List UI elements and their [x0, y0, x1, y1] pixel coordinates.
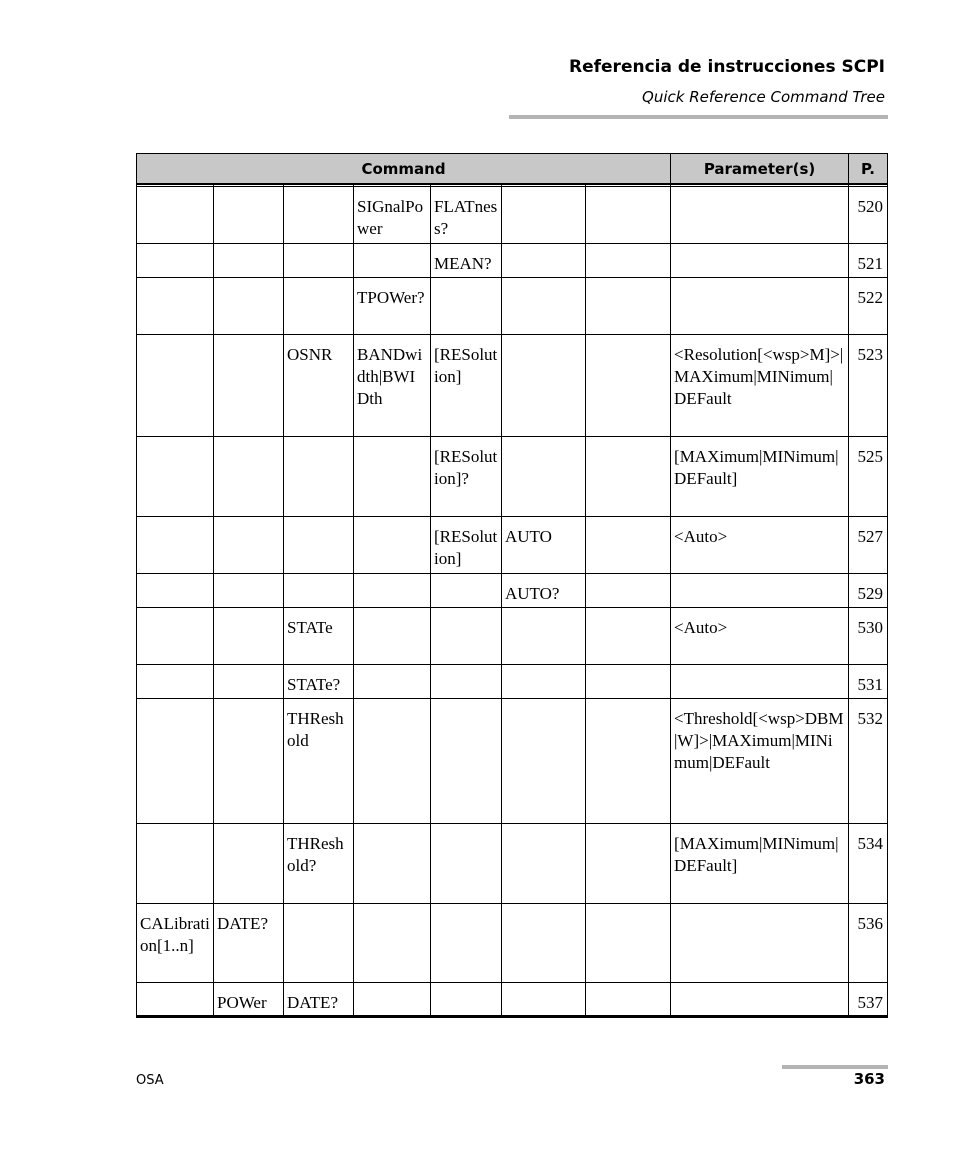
command-cell — [137, 573, 214, 607]
command-cell: MEAN? — [431, 243, 502, 277]
command-cell — [431, 982, 502, 1016]
command-cell: POWer — [214, 982, 284, 1016]
page-cell: 532 — [849, 698, 888, 823]
command-cell — [354, 243, 431, 277]
command-cell — [502, 903, 586, 982]
page-number: 363 — [853, 1070, 885, 1088]
command-cell — [502, 823, 586, 903]
footer-rule — [782, 1065, 888, 1069]
command-cell — [284, 903, 354, 982]
command-cell: [RESolution]? — [431, 436, 502, 516]
command-cell — [502, 698, 586, 823]
command-cell — [137, 516, 214, 573]
command-cell — [284, 573, 354, 607]
table-header-row — [137, 154, 888, 185]
command-cell — [586, 277, 671, 334]
command-cell — [284, 277, 354, 334]
command-cell — [137, 243, 214, 277]
command-cell — [431, 903, 502, 982]
page-cell: 529 — [849, 573, 888, 607]
command-cell — [137, 607, 214, 664]
command-cell — [214, 436, 284, 516]
command-cell — [284, 186, 354, 243]
command-cell — [586, 573, 671, 607]
command-cell — [214, 573, 284, 607]
command-cell — [284, 243, 354, 277]
section-title: Referencia de instrucciones SCPI — [569, 57, 885, 77]
command-cell — [214, 607, 284, 664]
command-cell — [502, 664, 586, 698]
page-cell: 537 — [849, 982, 888, 1016]
command-cell — [586, 982, 671, 1016]
command-cell — [431, 664, 502, 698]
page-cell: 520 — [849, 186, 888, 243]
header-page: P. — [849, 154, 888, 185]
parameter-cell — [671, 664, 849, 698]
table-row — [137, 334, 888, 436]
command-cell — [502, 243, 586, 277]
command-cell — [214, 277, 284, 334]
table-row — [137, 277, 888, 334]
command-cell — [586, 516, 671, 573]
command-cell — [354, 436, 431, 516]
table-row — [137, 823, 888, 903]
page-cell: 530 — [849, 607, 888, 664]
parameter-cell — [671, 903, 849, 982]
command-cell — [502, 186, 586, 243]
command-cell — [354, 664, 431, 698]
command-cell: SIGnalPower — [354, 186, 431, 243]
parameter-cell: <Auto> — [671, 607, 849, 664]
command-cell — [431, 823, 502, 903]
command-cell: STATe? — [284, 664, 354, 698]
command-cell — [214, 516, 284, 573]
command-cell: [RESolution] — [431, 334, 502, 436]
page-cell: 525 — [849, 436, 888, 516]
command-cell — [137, 664, 214, 698]
command-cell — [586, 334, 671, 436]
table-row — [137, 607, 888, 664]
header-command: Command — [137, 154, 671, 185]
page-cell: 521 — [849, 243, 888, 277]
command-cell — [502, 334, 586, 436]
command-cell — [586, 607, 671, 664]
command-cell — [502, 982, 586, 1016]
command-cell — [354, 823, 431, 903]
parameter-cell: <Auto> — [671, 516, 849, 573]
section-subtitle: Quick Reference Command Tree — [642, 88, 885, 106]
command-cell: AUTO? — [502, 573, 586, 607]
command-cell — [137, 334, 214, 436]
table-row — [137, 982, 888, 1016]
command-cell: TPOWer? — [354, 277, 431, 334]
parameter-cell: <Resolution[<wsp>M]>|MAXimum|MINimum|DEFault — [671, 334, 849, 436]
table-row — [137, 186, 888, 243]
parameter-cell — [671, 243, 849, 277]
page-cell: 527 — [849, 516, 888, 573]
table-row — [137, 243, 888, 277]
command-cell: DATE? — [284, 982, 354, 1016]
command-cell — [586, 243, 671, 277]
header-parameters: Parameter(s) — [671, 154, 849, 185]
parameter-cell — [671, 277, 849, 334]
command-cell — [354, 698, 431, 823]
command-cell — [586, 823, 671, 903]
command-cell — [502, 436, 586, 516]
command-cell — [137, 277, 214, 334]
command-cell: STATe — [284, 607, 354, 664]
command-cell — [214, 664, 284, 698]
command-cell — [354, 607, 431, 664]
command-cell: FLATness? — [431, 186, 502, 243]
command-cell — [137, 982, 214, 1016]
table-row — [137, 516, 888, 573]
command-cell — [137, 186, 214, 243]
command-cell — [354, 903, 431, 982]
table-row — [137, 436, 888, 516]
footer-product: OSA — [136, 1073, 164, 1088]
table-row — [137, 903, 888, 982]
command-cell — [502, 277, 586, 334]
command-cell — [214, 243, 284, 277]
command-cell — [214, 186, 284, 243]
parameter-cell — [671, 982, 849, 1016]
command-cell — [586, 903, 671, 982]
command-cell — [431, 698, 502, 823]
command-cell — [586, 698, 671, 823]
command-cell — [586, 186, 671, 243]
command-cell: AUTO — [502, 516, 586, 573]
command-cell — [586, 436, 671, 516]
page-cell: 536 — [849, 903, 888, 982]
page-cell: 523 — [849, 334, 888, 436]
header-rule — [509, 115, 888, 119]
table-row — [137, 698, 888, 823]
parameter-cell: [MAXimum|MINimum|DEFault] — [671, 436, 849, 516]
command-cell: OSNR — [284, 334, 354, 436]
page-cell: 531 — [849, 664, 888, 698]
command-cell — [284, 516, 354, 573]
command-cell — [214, 698, 284, 823]
command-cell: THReshold — [284, 698, 354, 823]
parameter-cell: [MAXimum|MINimum|DEFault] — [671, 823, 849, 903]
command-cell — [586, 664, 671, 698]
command-cell: DATE? — [214, 903, 284, 982]
command-cell — [137, 823, 214, 903]
table-row — [137, 664, 888, 698]
command-cell — [214, 334, 284, 436]
command-table — [136, 153, 888, 1018]
page-cell: 522 — [849, 277, 888, 334]
command-cell: [RESolution] — [431, 516, 502, 573]
command-cell — [354, 982, 431, 1016]
parameter-cell — [671, 573, 849, 607]
command-cell — [354, 573, 431, 607]
command-cell: CALibration[1..n] — [137, 903, 214, 982]
command-cell — [137, 436, 214, 516]
page-cell: 534 — [849, 823, 888, 903]
parameter-cell — [671, 186, 849, 243]
command-cell — [214, 823, 284, 903]
command-cell — [431, 607, 502, 664]
command-cell: THReshold? — [284, 823, 354, 903]
command-cell — [137, 698, 214, 823]
command-cell — [431, 277, 502, 334]
command-cell — [354, 516, 431, 573]
command-cell — [284, 436, 354, 516]
parameter-cell: <Threshold[<wsp>DBM|W]>|MAXimum|MINimum|DEFault — [671, 698, 849, 823]
command-cell — [431, 573, 502, 607]
command-cell — [502, 607, 586, 664]
command-cell: BANDwidth|BWIDth — [354, 334, 431, 436]
table-row — [137, 573, 888, 607]
